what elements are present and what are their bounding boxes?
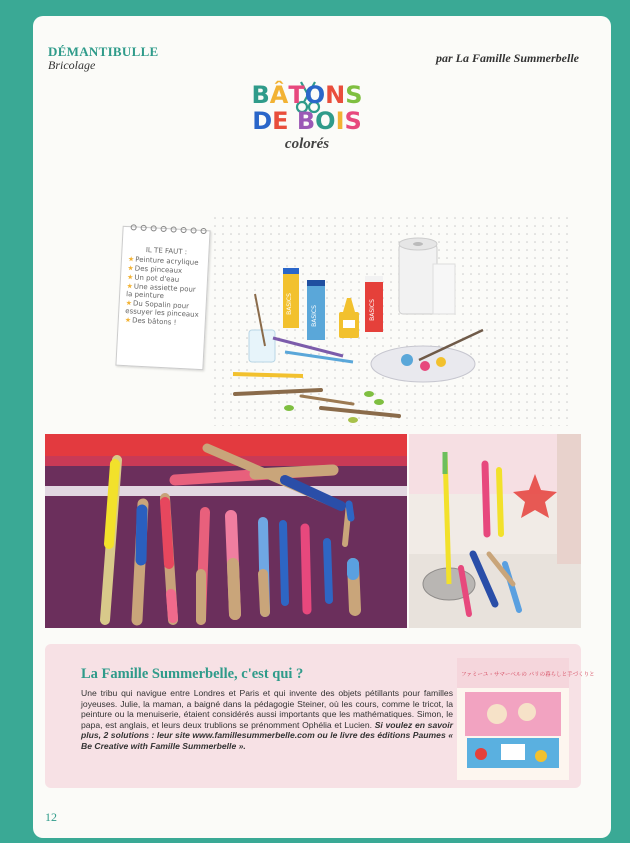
book-cover-image	[457, 658, 595, 780]
title-letter: T	[288, 81, 305, 109]
painted-sticks-photo	[45, 434, 407, 628]
yellow-paint-tube-icon	[283, 268, 299, 328]
tube-label: BASICS	[369, 299, 376, 321]
book-cover	[457, 658, 595, 780]
paper-towel-icon	[399, 238, 455, 314]
water-jar-icon	[249, 294, 275, 362]
title-line-1	[237, 82, 377, 108]
about-box	[45, 644, 595, 788]
about-title: La Famille Summerbelle, c'est qui ?	[81, 666, 304, 682]
title-letter: B	[296, 107, 316, 135]
blue-paint-tube-icon	[307, 280, 325, 340]
article-title	[237, 82, 377, 153]
title-letter	[289, 108, 297, 134]
checklist-item: ★ Des bâtons !	[125, 316, 201, 328]
supplies-illustration	[193, 234, 483, 424]
checklist-item: ★ Peinture acrylique	[128, 255, 204, 267]
title-letter: E	[272, 107, 289, 135]
tube-label: BASICS	[286, 293, 293, 315]
page-number: 12	[45, 810, 57, 824]
display-photo	[409, 434, 581, 628]
title-letter: I	[335, 107, 345, 135]
section-subtitle: Bricolage	[48, 58, 96, 72]
about-body: Une tribu qui navigue entre Londres et Paris et qui invente des objets pétillants pour familles joyeuses. Julie, la maman, a baigné dans la pédagogie Steiner, où les cours, comme le tricot, la peinture ou la menuiserie, étaient considérés aussi importants que les mathématiques. Simon, le papa, est anglais, et leurs deux trublions se prénomment Ophélia et Lucien.	[81, 688, 453, 730]
glue-bottle-icon	[339, 298, 359, 338]
about-call-to-action: Si voulez en savoir plus, 2 solutions : leur site www.famillesummerbelle.com ou le livre des éditions Paumes « Be Creative with Famille Summerbelle ».	[81, 719, 454, 751]
title-letter: Â	[269, 81, 289, 109]
title-letter: D	[252, 107, 273, 135]
title-letter: B	[251, 81, 270, 109]
checklist-item: ★ Un pot d'eau	[127, 273, 203, 285]
checklist-item: ★ Des pinceaux	[127, 264, 203, 276]
book-caption: ファミーユ・サマーベルの パリの暮らしと手づくりと	[461, 672, 595, 678]
checklist-item: ★ Une assiette pour la peinture	[126, 282, 203, 302]
title-letter: S	[344, 107, 362, 135]
checklist-heading: IL TE FAUT :	[145, 246, 188, 257]
title-letter: O	[315, 107, 336, 135]
red-paint-tube-icon	[365, 276, 383, 332]
byline: par La Famille Summerbelle	[436, 51, 579, 65]
title-letter: N	[325, 81, 346, 109]
paint-palette-icon	[371, 330, 483, 382]
section-kicker: DÉMANTIBULLE	[48, 44, 159, 59]
tube-label: BASICS	[311, 305, 318, 327]
checklist-item: ★ Du Sopalin pour essuyer les pinceaux	[125, 299, 202, 319]
title-subtitle: colorés	[284, 136, 330, 152]
title-letter: O	[304, 81, 326, 109]
title-letter: S	[345, 81, 363, 109]
about-text	[81, 688, 453, 752]
title-line-2	[237, 108, 377, 134]
wooden-sticks-icon	[235, 390, 399, 423]
magazine-page	[33, 16, 611, 838]
